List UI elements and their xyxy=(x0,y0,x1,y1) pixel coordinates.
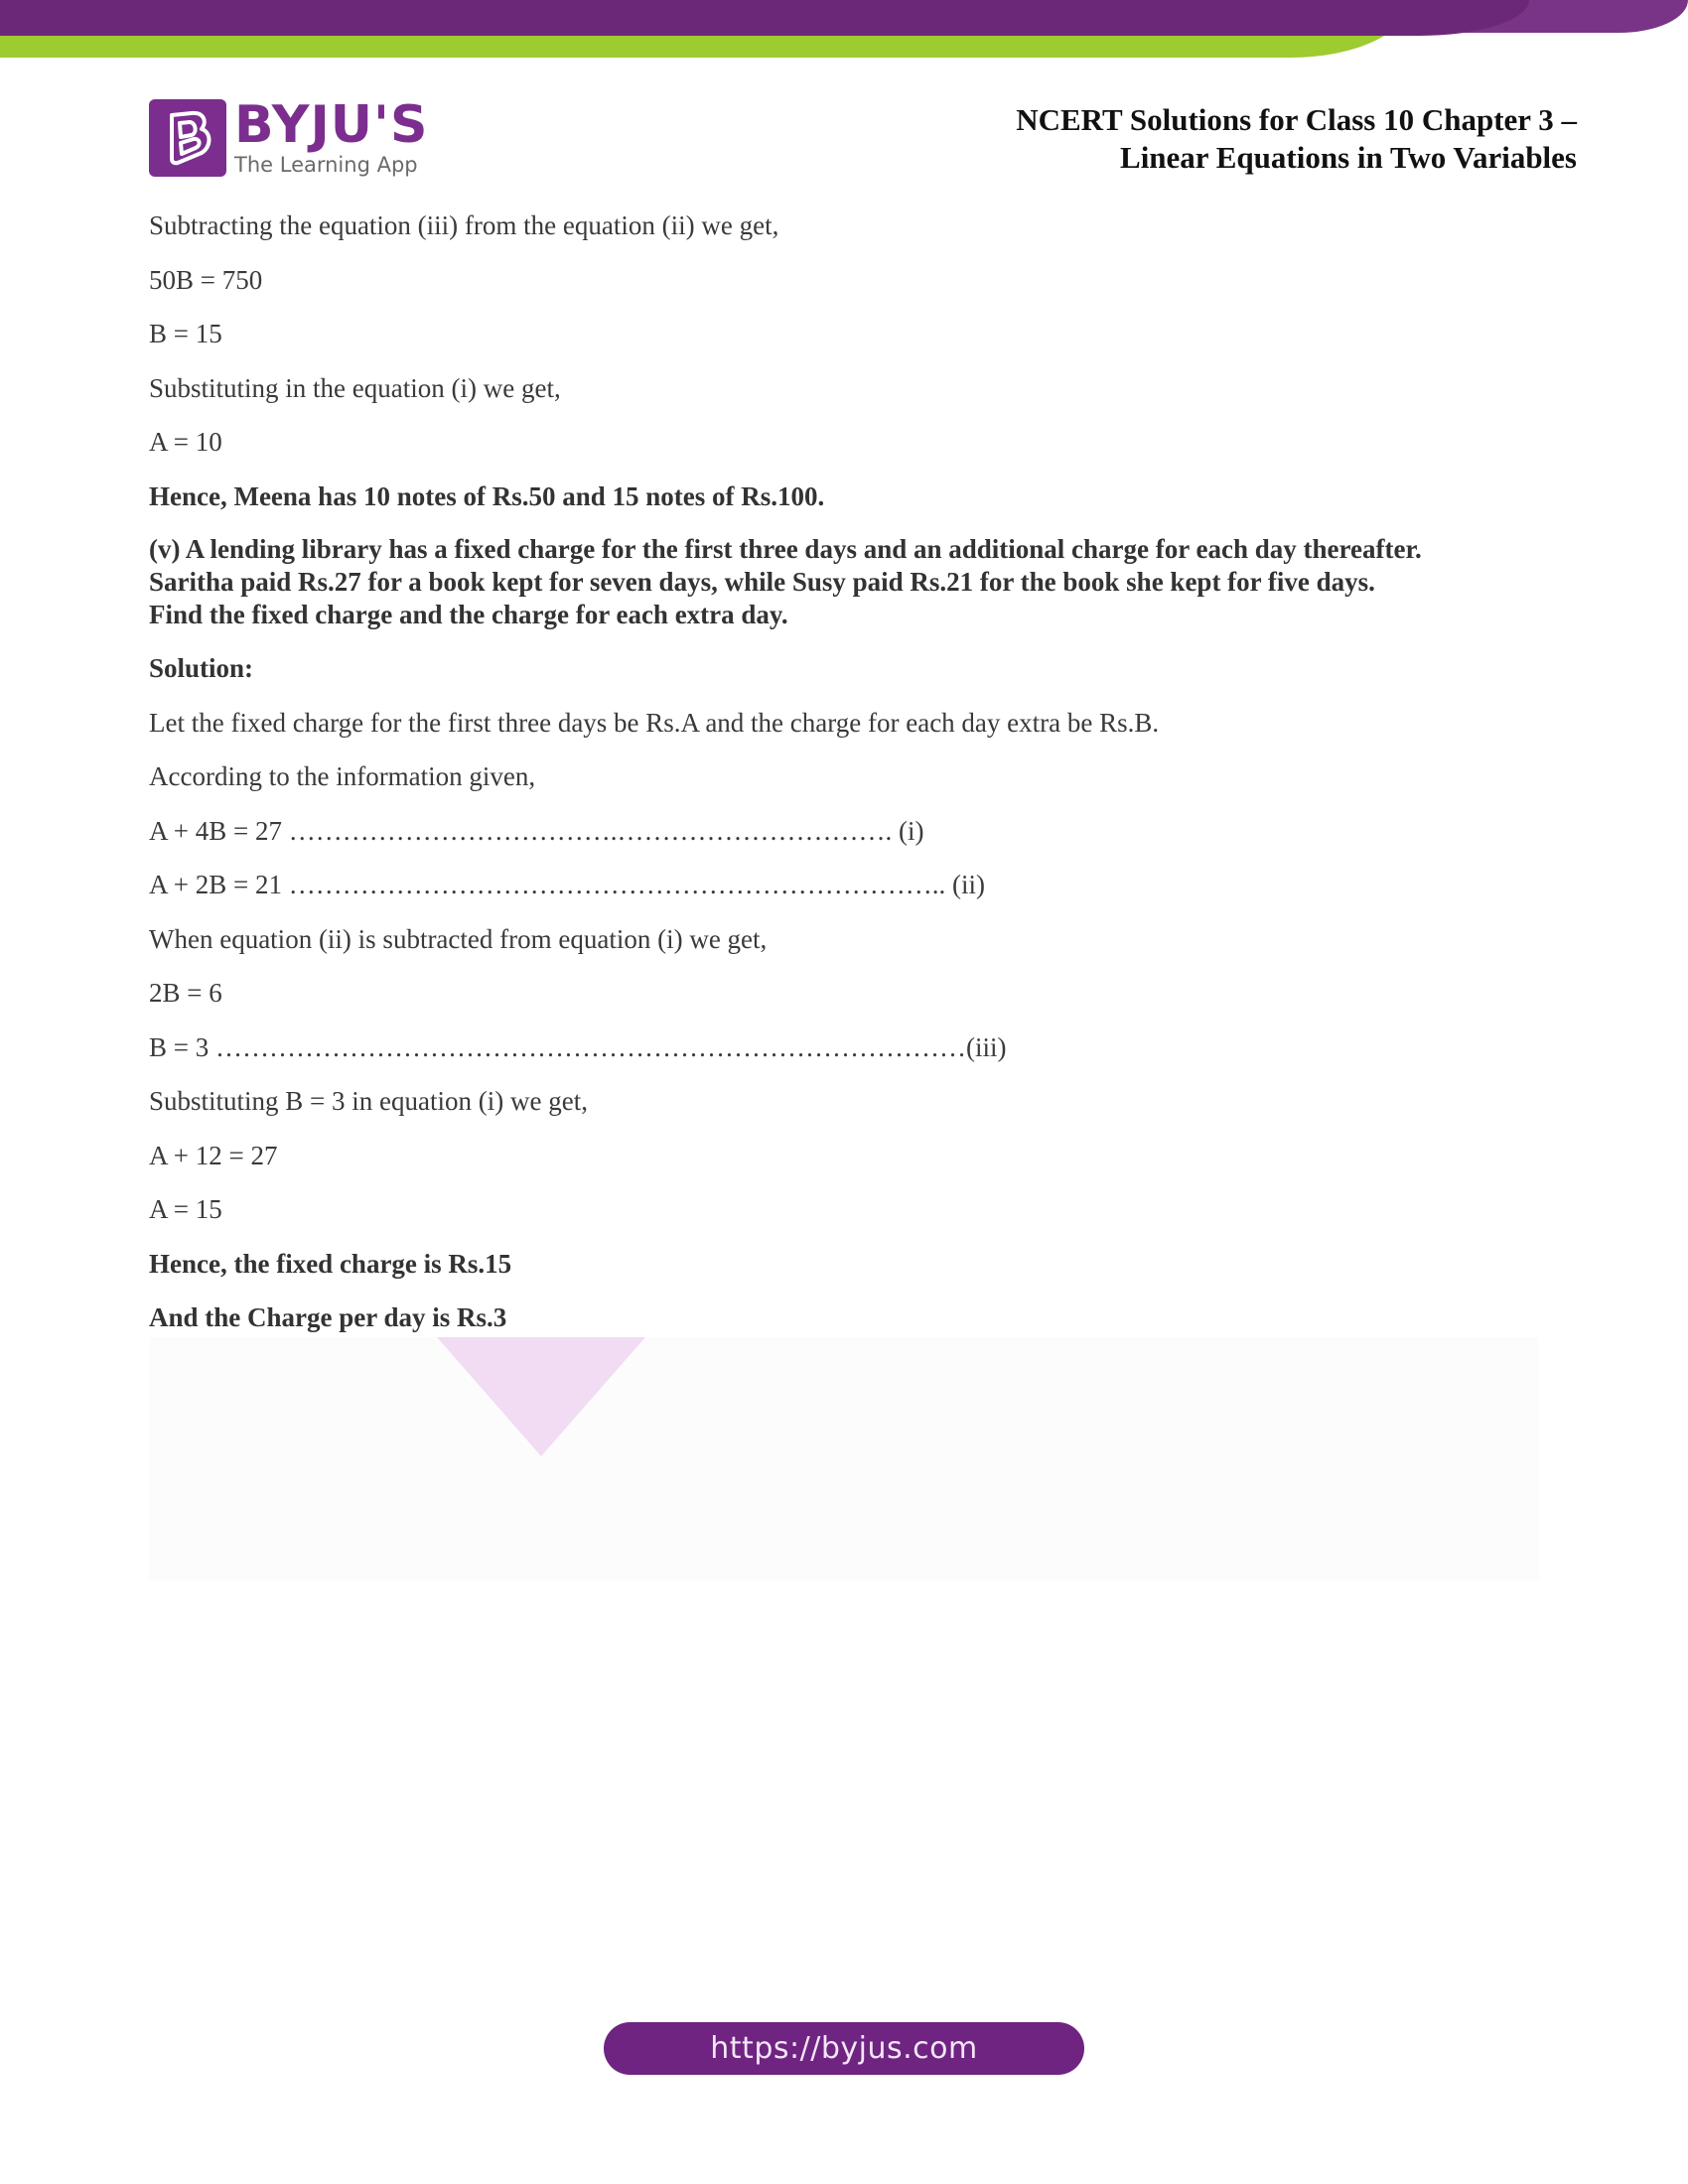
byjus-logo xyxy=(149,97,428,179)
equation-line: A + 12 = 27 xyxy=(149,1140,278,1170)
brand-tagline: The Learning App xyxy=(234,153,418,177)
equation-line: A = 10 xyxy=(149,427,222,457)
equation-line: B = 3 …………………………………………………………………………(iii) xyxy=(149,1031,1007,1062)
watermark-logo-icon xyxy=(437,1337,645,1456)
brand-name: BYJU'S xyxy=(234,95,429,155)
solution-label: Solution: xyxy=(149,653,254,683)
question-line-2: Saritha paid Rs.27 for a book kept for seven days, while Susy paid Rs.21 for the book she kept for five days. xyxy=(149,567,1375,597)
text-line: Let the fixed charge for the first three days be Rs.A and the charge for each day extra be Rs.B. xyxy=(149,707,1160,738)
text-line: Substituting in the equation (i) we get, xyxy=(149,372,561,403)
question-line-3: Find the fixed charge and the charge for each extra day. xyxy=(149,600,788,629)
question-v xyxy=(149,533,1539,631)
text-line: When equation (ii) is subtracted from equation (i) we get, xyxy=(149,923,768,954)
text-line: According to the information given, xyxy=(149,761,536,791)
equation-line: 2B = 6 xyxy=(149,978,222,1008)
document-title xyxy=(1016,101,1577,177)
footer-url-link[interactable]: https://byjus.com xyxy=(710,2031,978,2066)
text-line: Substituting B = 3 in equation (i) we get, xyxy=(149,1086,588,1116)
header-purple-band xyxy=(0,0,1529,36)
equation-line: A + 4B = 27 ……………………………….…………………………. (i) xyxy=(149,815,924,846)
answer-line: Hence, the fixed charge is Rs.15 xyxy=(149,1248,512,1279)
question-line-1: (v) A lending library has a fixed charge for the first three days and an additional charge for each day thereafter. xyxy=(149,534,1422,564)
equation-line: B = 15 xyxy=(149,319,222,348)
equation-line: 50B = 750 xyxy=(149,264,263,295)
document-title-line-2: Linear Equations in Two Variables xyxy=(1120,140,1577,175)
text-line: Subtracting the equation (iii) from the equation (ii) we get, xyxy=(149,210,779,240)
answer-line: Hence, Meena has 10 notes of Rs.50 and 15 notes of Rs.100. xyxy=(149,480,825,511)
watermark-area xyxy=(149,1337,1539,1580)
answer-line: And the Charge per day is Rs.3 xyxy=(149,1302,507,1332)
equation-line: A + 2B = 21 ……………………………………………………………….. (ii) xyxy=(149,870,985,899)
document-body xyxy=(149,208,1539,1355)
document-title-line-1: NCERT Solutions for Class 10 Chapter 3 – xyxy=(1016,102,1577,137)
equation-line: A = 15 xyxy=(149,1194,222,1224)
byjus-b-logo-icon xyxy=(149,99,226,177)
footer-url-badge[interactable] xyxy=(604,2022,1084,2075)
